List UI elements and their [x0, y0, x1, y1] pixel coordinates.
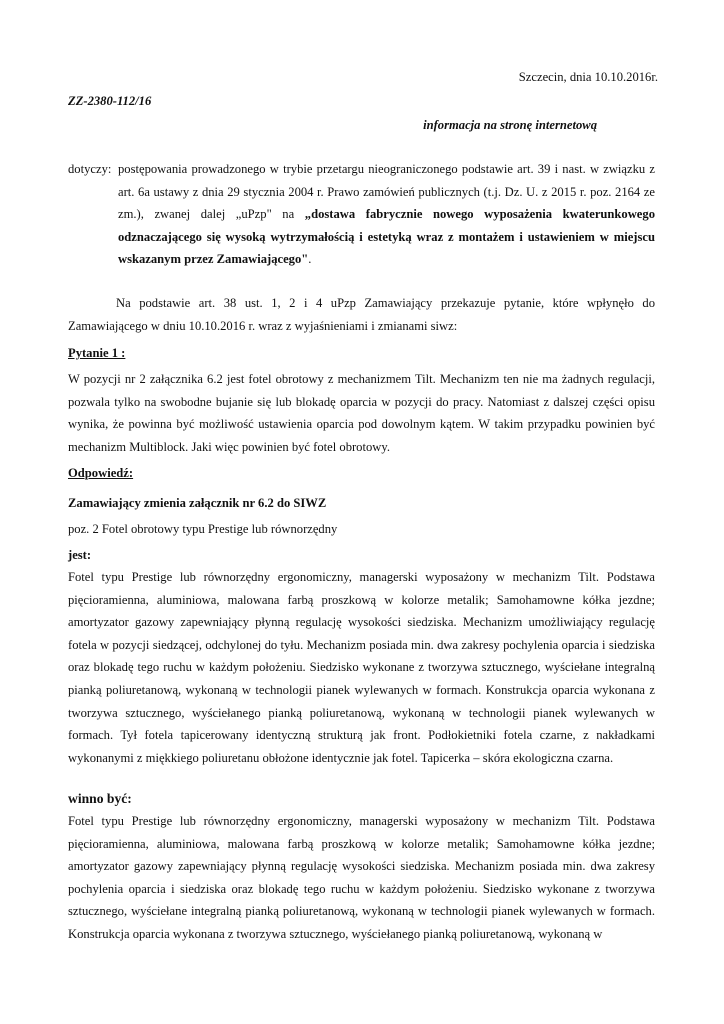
answer-position: poz. 2 Fotel obrotowy typu Prestige lub równorzędny: [68, 522, 338, 536]
answer-change: Zamawiający zmienia załącznik nr 6.2 do SIWZ: [68, 496, 327, 510]
intro-paragraph: Na podstawie art. 38 ust. 1, 2 i 4 uPzp Zamawiający przekazuje pytanie, które wpłynęło do Zamawiającego w dniu 10.10.2016 r. wraz z wyjaśnieniami i zmianami siwz:: [68, 296, 655, 333]
dotyczy-end: .: [308, 252, 312, 267]
is-label: jest:: [68, 548, 92, 562]
should-text: Fotel typu Prestige lub równorzędny ergonomiczny, managerski wyposażony w mechanizm Tilt. Podstawa pięcioramienna, aluminiowa, malowana farbą proszkową w kolorze metalik; Samohamowne kółka jezdne; amortyzator gazowy zapewniający płynną regulację wysokości siedziska. Mechanizm posiada min. dwa zakresy pochylenia oparcia i siedziska oraz blokadę tego ruchu w każdym położeniu. Siedzisko wykonane z tworzywa sztucznego, wyściełane integralną pianką poliuretanową, wykonaną w technologii pianek wylewanych w formach. Konstrukcja oparcia wykonana z tworzywa sztucznego, wyściełanego pianką poliuretanową, wykonaną w: [68, 814, 655, 941]
question-heading: Pytanie 1 :: [68, 346, 126, 360]
document-date: Szczecin, dnia 10.10.2016r.: [518, 70, 658, 84]
should-label: winno być:: [68, 791, 132, 806]
info-note: informacja na stronę internetową: [423, 118, 597, 132]
answer-heading: Odpowiedź:: [68, 466, 134, 480]
reference-number: ZZ-2380-112/16: [68, 94, 152, 108]
dotyczy-label: dotyczy:: [68, 162, 112, 176]
is-text: Fotel typu Prestige lub równorzędny ergonomiczny, managerski wyposażony w mechanizm Tilt. Podstawa pięcioramienna, aluminiowa, malowana farbą proszkową w kolorze metalik; Samohamowne kółka jezdne; amortyzator gazowy zapewniający płynną regulację wysokości siedziska. Mechanizm umożliwiający regulację fotela w pozycji siedzącej, odchylonej do tyłu. Mechanizm posiada min. dwa zakresy pochylenia oparcia i siedziska oraz blokadę tego ruchu w każdym położeniu. Siedzisko wykonane z tworzywa sztucznego, wyściełane integralną pianką poliuretanową, wykonaną w technologii pianek wylewanych w formach. Konstrukcja oparcia wykonana z tworzywa sztucznego, wyściełanego pianką poliuretanową, wykonaną w technologii pianek wylewanych w formach. Tył fotela tapicerowany identyczną strukturą jak front. Podłokietniki fotela czarne, z nakładkami wykonanymi z miękkiego poliuretanu obłożone identycznie jak fotel. Tapicerka – skóra ekologiczna czarna.: [68, 570, 655, 765]
dotyczy-subject: „dostawa fabrycznie nowego wyposażenia kwaterunkowego odznaczającego się wysoką wytrzymałością i estetyką wraz z montażem i ustawieniem w miejscu wskazanym przez Zamawiającego": [118, 207, 655, 267]
question-text: W pozycji nr 2 załącznika 6.2 jest fotel obrotowy z mechanizmem Tilt. Mechanizm ten nie ma żadnych regulacji, pozwala tylko na swobodne bujanie się lub blokadę oparcia w pozycji do pracy. Natomiast z dalszej części opisu wynika, że powinna być możliwość ustawienia oparcia pod dowolnym kątem. W takim przypadku powinien być mechanizm Multiblock. Jaki więc powinien być fotel obrotowy.: [68, 372, 655, 454]
dotyczy-text: [118, 158, 655, 271]
dotyczy-plain: postępowania prowadzonego w trybie przetargu nieograniczonego podstawie art. 39 i nast. w związku z art. 6a ustawy z dnia 29 stycznia 2004 r. Prawo zamówień publicznych (t.j. Dz. U. z 2015 r. poz. 2164 ze zm.), zwanej dalej „uPzp" na: [118, 162, 655, 222]
